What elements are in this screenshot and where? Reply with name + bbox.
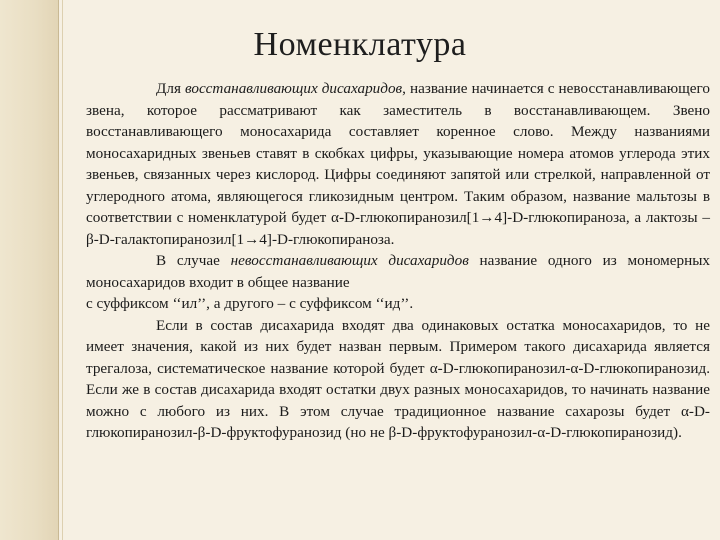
paragraph-identical-residues: Если в состав дисахарида входят два одинаковых остатка моносахаридов, то не имеет значения, какой из них будет назван первым. Примером такого дисахарида является трегалоза, систематическое название которой будет α-D-глюкопиранозил-α-D-глюкопиранозид. Если же в состав дисахарида входят остатки двух разных моносахаридов, то начинать название можно с любого из них. В этом случае традиционное название сахарозы будет α-D-глюкопиранозил-β-D-фруктофуранозид (но не β-D-фруктофуранозил-α-D-глюкопиранозид). [86, 316, 710, 441]
decorative-left-band [0, 0, 58, 540]
text-run: название одного из мономерных моносахаридов входит в общее название [86, 252, 711, 291]
slide-title: Номенклатура [253, 26, 467, 63]
paragraph-reducing-disaccharides [86, 78, 710, 250]
paragraph-suffix-line: с суффиксом ‘‘ил’’, а другого – с суффиксом ‘‘ид’’. [86, 295, 414, 312]
emphasis-term: восстанавливающих дисахаридов [184, 80, 403, 97]
paragraph-nonreducing-disaccharides [86, 250, 710, 293]
decorative-divider [62, 0, 63, 540]
text-run: Для [156, 80, 185, 97]
slide-body [86, 78, 710, 444]
decorative-divider [58, 0, 59, 540]
emphasis-term: невосстанавливающих дисахаридов [230, 252, 469, 269]
text-run: , название начинается с невосстанавливающего звена, которое рассматривают как заместитель в восстанавливающем. Звено восстанавливающего моносахарида составляет коренное слово. Между названиями моносахаридных звеньев ставят в скобках цифры, указывающие номера атомов углерода этих звеньев, связанных через кислород. Цифры соединяют запятой или стрелкой, направленной от углеродного атома, являющегося гликозидным центром. Таким образом, название мальтозы в соответствии с номенклатурой будет α-D-глюкопиранозил[1→4]-D-глюкопираноза, а лактозы – β-D-галактопиранозил[1→4]-D-глюкопираноза. [86, 80, 710, 248]
text-run: В случае [156, 252, 231, 269]
